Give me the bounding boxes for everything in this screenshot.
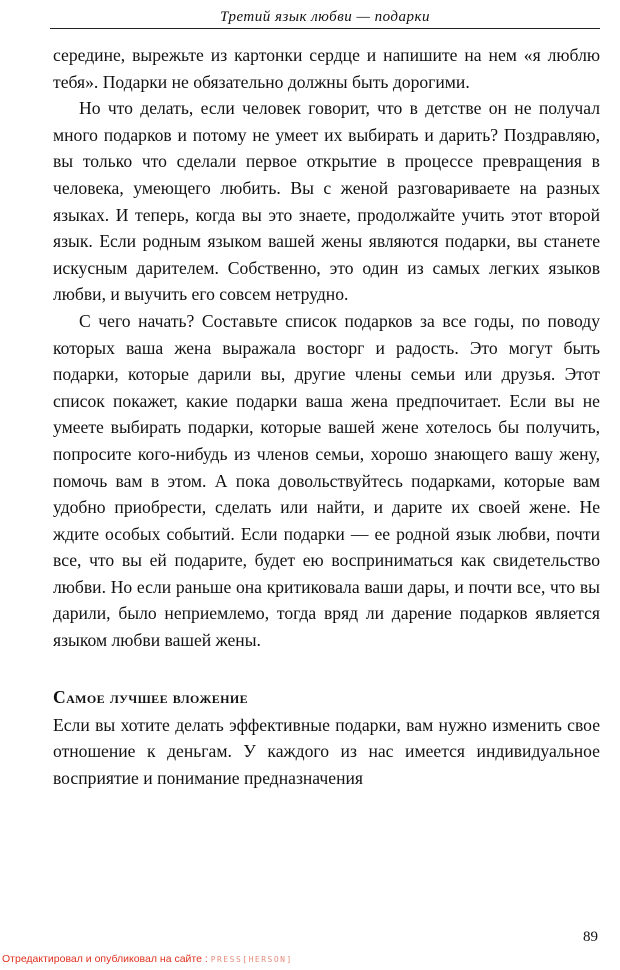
- section-heading: Самое лучшее вложение: [53, 686, 249, 707]
- running-title: Третий язык любви — подарки: [220, 9, 430, 25]
- credit-text: Отредактировал и опубликовал на сайте :: [2, 953, 211, 965]
- credit-brand: PRESS[HERSON]: [210, 955, 293, 964]
- paragraph-continuation: середине, вырежьте из картонки сердце и напишите на нем «я люблю тебя». Подарки не обязательно должны быть дорогими.: [53, 45, 600, 92]
- page-body: [53, 42, 600, 791]
- page-number: 89: [583, 929, 598, 945]
- running-header: [50, 6, 600, 29]
- paragraph-question: Но что делать, если человек говорит, что в детстве он не получал много подарков и потому не умеет их выбирать и дарить? Поздравляю, вы только что сделали первое открытие в процессе превращения в человека, умеющего любить. Вы с женой разговариваете на разных языках. И теперь, когда вы это знаете, продолжайте учить этот второй язык. Если родным языком вашей жены являются подарки, вы станете искусным дарителем. Собственно, это один из самых легких языков любви, и выучить его совсем нетрудно.: [53, 98, 600, 305]
- paragraph-where-to-start: С чего начать? Составьте список подарков за все годы, по поводу которых ваша жена выражала восторг и радость. Это могут быть подарки, которые дарили вы, другие члены семьи или друзья. Этот список покажет, какие подарки ваша жена предпочитает. Если вы не умеете выбирать подарки, которые вашей жене хотелось бы получить, попросите кого-нибудь из членов семьи, хорошо знающего вашу жену, помочь вам в этом. А пока довольствуйтесь подарками, которые вам удобно приобрести, сделать или найти, и дарите их своей жене. Не ждите особых событий. Если подарки — ее родной язык любви, почти все, что вы ей подарите, будет ею восприниматься как свидетельство любви. Но если раньше она критиковала ваши дары, и почти все, что вы дарили, было неприемлемо, тогда вряд ли дарение подарков является языком любви вашей жены.: [53, 310, 600, 651]
- section-paragraph: Если вы хотите делать эффективные подарки, вам нужно изменить свое отношение к деньгам. У каждого из нас имеется индивидуальное восприятие и понимание предназначения: [53, 714, 600, 788]
- credit-line: [2, 953, 293, 965]
